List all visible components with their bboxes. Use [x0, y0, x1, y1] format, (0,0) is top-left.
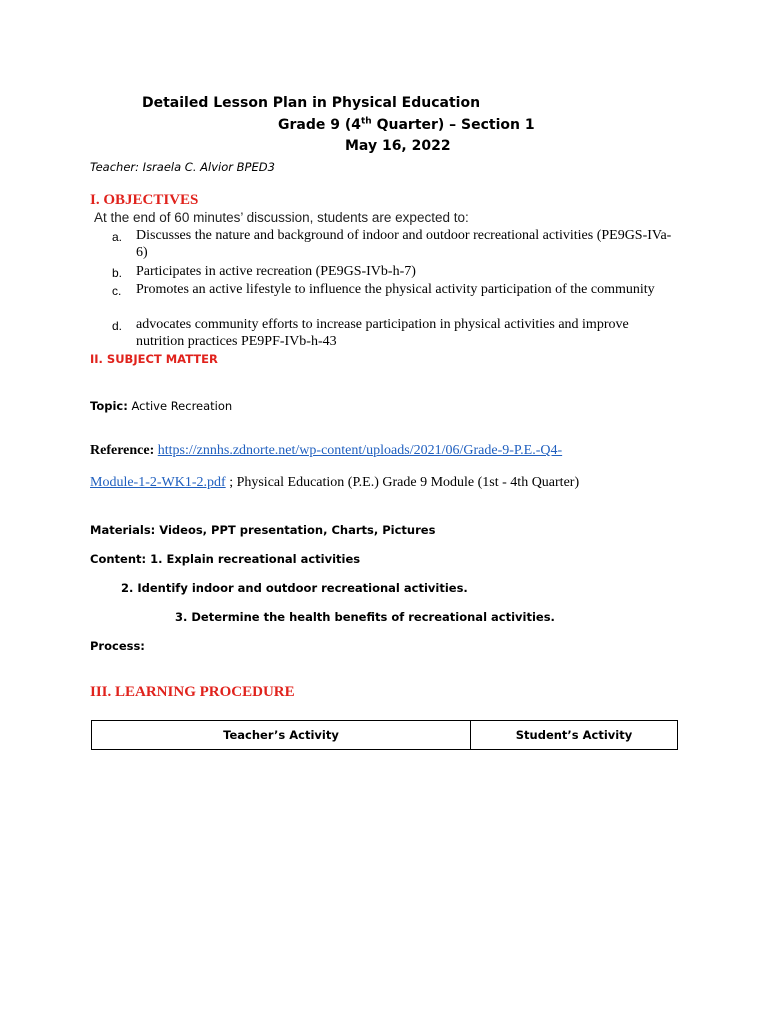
- objective-letter: d.: [112, 319, 123, 333]
- objective-item: advocates community efforts to increase participation in physical activities and improve nutrition practices PE9PF-IVb-h-43: [136, 317, 629, 349]
- content-item: 3. Determine the health benefits of recreational activities.: [175, 610, 555, 624]
- materials-value: Videos, PPT presentation, Charts, Pictures: [155, 523, 436, 537]
- activity-table: [91, 720, 678, 750]
- content-item: 1. Explain recreational activities: [150, 552, 361, 566]
- objective-letter: b.: [112, 266, 123, 280]
- teacher-activity-header: Teacher’s Activity: [92, 721, 471, 750]
- content-line: [90, 552, 360, 566]
- materials-line: [90, 523, 435, 537]
- grade-superscript: th: [361, 116, 372, 127]
- reference-line-2: [90, 475, 579, 491]
- grade-line: [278, 117, 535, 133]
- topic-label: Topic:: [90, 399, 128, 413]
- reference-line-1: [90, 443, 562, 459]
- objective-item: Participates in active recreation (PE9GS-IVb-h-7): [136, 264, 416, 279]
- subject-matter-heading: II. SUBJECT MATTER: [90, 352, 218, 366]
- topic-line: [90, 399, 232, 413]
- reference-link-continued[interactable]: Module-1-2-WK1-2.pdf: [90, 475, 226, 490]
- topic-value: Active Recreation: [127, 399, 233, 413]
- document-title: Detailed Lesson Plan in Physical Education: [142, 95, 481, 111]
- objective-item: Discusses the nature and background of indoor and outdoor recreational activities (PE9GS-IVa-6): [136, 228, 672, 260]
- objectives-intro: At the end of 60 minutes’ discussion, students are expected to:: [94, 210, 469, 225]
- content-label: Content:: [90, 552, 147, 566]
- learning-procedure-heading: III. LEARNING PROCEDURE: [90, 684, 295, 700]
- lesson-date: May 16, 2022: [345, 138, 451, 154]
- objective-letter: c.: [112, 284, 122, 298]
- content-item: 2. Identify indoor and outdoor recreational activities.: [121, 581, 468, 595]
- grade-suffix: Quarter) – Section 1: [371, 117, 535, 133]
- reference-link[interactable]: https://znnhs.zdnorte.net/wp-content/uploads/2021/06/Grade-9-P.E.-Q4-: [157, 443, 563, 458]
- reference-rest: ; Physical Education (P.E.) Grade 9 Module (1st - 4th Quarter): [225, 475, 580, 490]
- materials-label: Materials:: [90, 523, 156, 537]
- table-header-row: [92, 721, 678, 750]
- teacher-line: Teacher: Israela C. Alvior BPED3: [90, 160, 275, 174]
- process-label: Process:: [90, 639, 145, 653]
- reference-label: Reference:: [90, 443, 155, 458]
- student-activity-header: Student’s Activity: [471, 721, 678, 750]
- objective-letter: a.: [112, 230, 123, 244]
- objective-item: Promotes an active lifestyle to influence the physical activity participation of the community: [136, 282, 655, 297]
- objectives-heading: I. OBJECTIVES: [90, 192, 199, 208]
- grade-prefix: Grade 9 (4: [278, 117, 361, 133]
